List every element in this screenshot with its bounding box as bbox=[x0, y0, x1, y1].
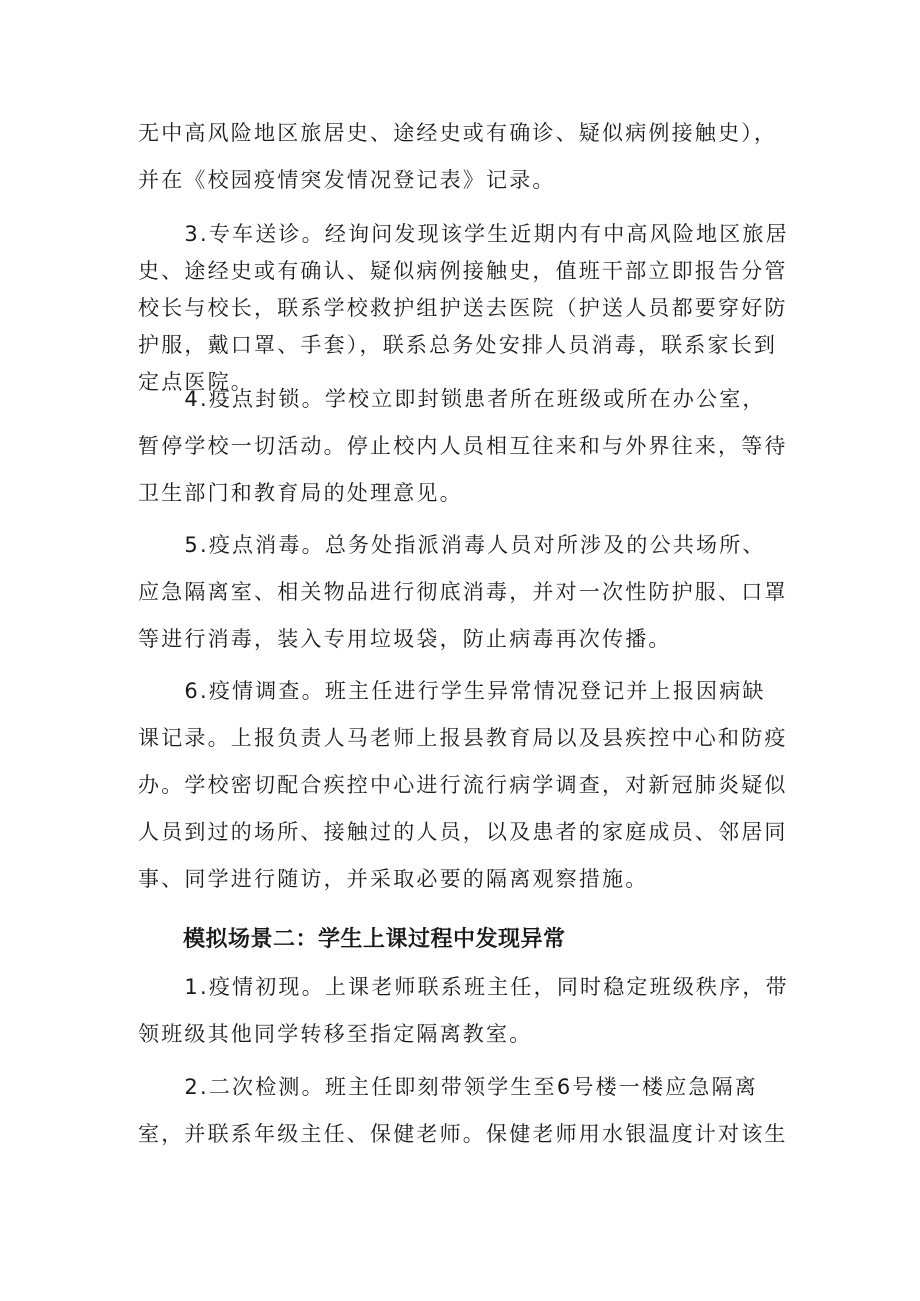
paragraph-scene2-item-2 bbox=[138, 1064, 788, 1158]
text-line: 校长与校长，联系学校救护组护送去医院（护送人员都要穿好防 bbox=[138, 296, 788, 320]
text-line: 5.疫点消毒。总务处指派消毒人员对所涉及的公共场所、 bbox=[138, 533, 766, 557]
text-line: 人员到过的场所、接触过的人员，以及患者的家庭成员、邻居同 bbox=[138, 820, 788, 844]
text-line: 应急隔离室、相关物品进行彻底消毒，并对一次性防护服、口罩 bbox=[138, 580, 788, 604]
text-line: 暂停学校一切活动。停止校内人员相互往来和与外界往来，等待 bbox=[138, 434, 788, 458]
paragraph-item-3 bbox=[138, 216, 788, 401]
text-line: 课记录。上报负责人马老师上报县教育局以及县疾控中心和防疫 bbox=[138, 726, 788, 750]
paragraph-item-5 bbox=[138, 522, 788, 663]
paragraph-item-4 bbox=[138, 376, 788, 517]
text-line: 4.疫点封锁。学校立即封锁患者所在班级或所在办公室， bbox=[138, 387, 766, 411]
text-line: 史、途经史或有确认、疑似病例接触史，值班干部立即报告分管 bbox=[138, 259, 788, 283]
text-line: 无中高风险地区旅居史、途经史或有确诊、疑似病例接触史）， bbox=[138, 121, 778, 145]
text-line: 事、同学进行随访，并采取必要的隔离观察措施。 bbox=[138, 867, 649, 891]
text-line: 2.二次检测。班主任即刻带领学生至6号楼一楼应急隔离 bbox=[138, 1075, 758, 1099]
text-line: 等进行消毒，装入专用垃圾袋，防止病毒再次传播。 bbox=[138, 627, 672, 651]
paragraph-item-6 bbox=[138, 668, 788, 903]
text-line: 室，并联系年级主任、保健老师。保健老师用水银温度计对该生 bbox=[138, 1122, 788, 1146]
text-line: 护服，戴口罩、手套），联系总务处安排人员消毒，联系家长到 bbox=[138, 333, 778, 357]
paragraph-scene2-item-1 bbox=[138, 964, 788, 1058]
text-line: 办。学校密切配合疾控中心进行流行病学调查，对新冠肺炎疑似 bbox=[138, 773, 788, 797]
text-line: 卫生部门和教育局的处理意见。 bbox=[138, 481, 463, 505]
text-line: 并在《校园疫情突发情况登记表》记录。 bbox=[138, 168, 556, 192]
paragraph-continuation bbox=[138, 110, 788, 204]
text-line: 定点医院。 bbox=[138, 370, 254, 394]
text-line: 6.疫情调查。班主任进行学生异常情况登记并上报因病缺 bbox=[138, 679, 766, 703]
text-line: 1.疫情初现。上课老师联系班主任，同时稳定班级秩序，带 bbox=[138, 975, 789, 999]
text-line: 3.专车送诊。经询问发现该学生近期内有中高风险地区旅居 bbox=[138, 222, 789, 246]
section-heading: 模拟场景二：学生上课过程中发现异常 bbox=[183, 927, 566, 952]
text-line: 领班级其他同学转移至指定隔离教室。 bbox=[138, 1022, 533, 1046]
